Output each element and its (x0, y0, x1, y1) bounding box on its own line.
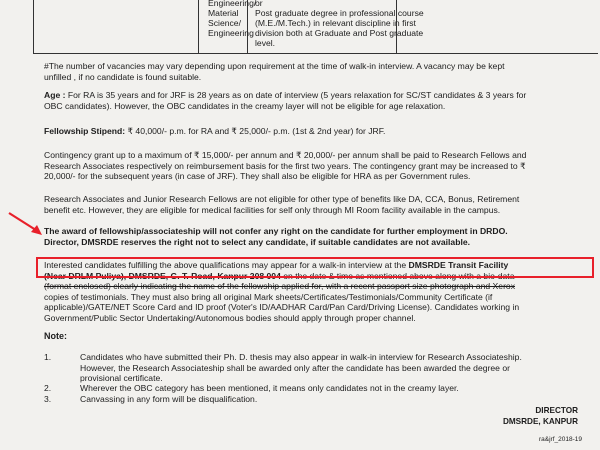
footer-code: ra&jrf_2018-19 (539, 436, 582, 443)
signature-org: DMSRDE, KANPUR (502, 417, 578, 426)
note-number: 3. (44, 394, 52, 404)
stipend-label: Fellowship Stipend: (44, 126, 126, 136)
highlight-box (36, 257, 594, 278)
qualification-table (33, 0, 598, 54)
vacancy-note: #The number of vacancies may vary depending upon requirement at the time of walk-in interview. A vacancy may be kept unfilled , if no candidate is found suitable. (44, 61, 505, 82)
note-number: 2. (44, 383, 52, 393)
benefits-paragraph: Research Associates and Junior Research Fellows are not eligible for other type of benefits like DA, CCA, Bonus, Retirement benefit etc. However, they are eligible for medical facilities for self only through MI Room facility available in the campus. (44, 194, 520, 215)
note-number: 1. (44, 352, 52, 362)
note-item: Canvassing in any form will be disqualification. (80, 394, 258, 404)
discipline-line: Engineering/ (208, 0, 257, 8)
qualification-line: Post graduate degree in professional course (255, 8, 424, 18)
qualification-line: division both at Graduate and Post graduate (255, 28, 424, 38)
note-item: Candidates who have submitted their Ph. D. thesis may also appear in walk-in interview for Research Associateship. However, the Research Associateship shall be awarded only after the candidate has been awarded the degree or provisional certificate. (80, 352, 522, 383)
contingency-paragraph: Contingency grant up to a maximum of ₹ 15,000/- per annum and ₹ 20,000/- per annum shall be paid to Research Fellows and Research Associates respectively on reimbursement basis for the first two years. The contingency grant may be increased to ₹ 20,000/- for the subsequent years (in case of JRF). They shall also be eligible for HRA as per Government rules. (44, 150, 527, 181)
venue-name: DMSRDE Transit Facility (408, 260, 509, 270)
signature-title: DIRECTOR (535, 406, 578, 415)
discipline-line: Science/ (208, 18, 241, 28)
venue-address: (Near DRLM Puliya), DMSRDE, G. T. Road, Kanpur 208 004 (44, 270, 281, 281)
discipline-line: Material (208, 8, 239, 18)
age-paragraph: Age : For RA is 35 years and for JRF is 28 years as on date of interview (5 years relaxation for SC/ST candidates & 3 years for OBC candidates). However, the OBC candidates in the creamy layer will not be eligible for age relaxation. (44, 90, 527, 111)
discipline-line: Engineering (208, 28, 254, 38)
red-arrow-icon (6, 209, 46, 239)
or-text: or (255, 0, 263, 8)
note-heading: Note: (44, 331, 67, 341)
note-item: Wherever the OBC category has been mentioned, it means only candidates not in the creamy layer. (80, 383, 459, 393)
qualification-line: level. (255, 38, 276, 48)
stipend-paragraph: Fellowship Stipend: ₹ 40,000/- p.m. for RA and ₹ 25,000/- p.m. (1st & 2nd year) for JRF. (44, 126, 386, 136)
interested-paragraph: Interested candidates fulfilling the above qualifications may appear for a walk-in interview at the DMSRDE Transit Facility (Near DRLM Puliya), DMSRDE, G. T. Road, Kanpur 208 004 on the date & time as mentioned above along with a bio-data (format enclosed) clearly indicating the name of the fellowship applied for, with a recent passport size photograph and Xerox copies of testimonials. They must also bring all original Mark sheets/Certificates/Testimonials/Community Certificate (if applicable)/GATE/NET Score Card and ID proof (Voter's ID/AADHAR Card/Pan Card/Driving License). Candidates working in Government/Public Sector Undertaking/Autonomous bodies should apply through proper channel. (44, 260, 520, 323)
award-paragraph: The award of fellowship/associateship will not confer any right on the candidate for further employment in DRDO. Director, DMSRDE reserves the right not to select any candidate, if suitable candidates are not available. (44, 226, 508, 247)
qualification-line: (M.E./M.Tech.) in relevant discipline in first (255, 18, 416, 28)
age-label: Age : (44, 90, 66, 100)
